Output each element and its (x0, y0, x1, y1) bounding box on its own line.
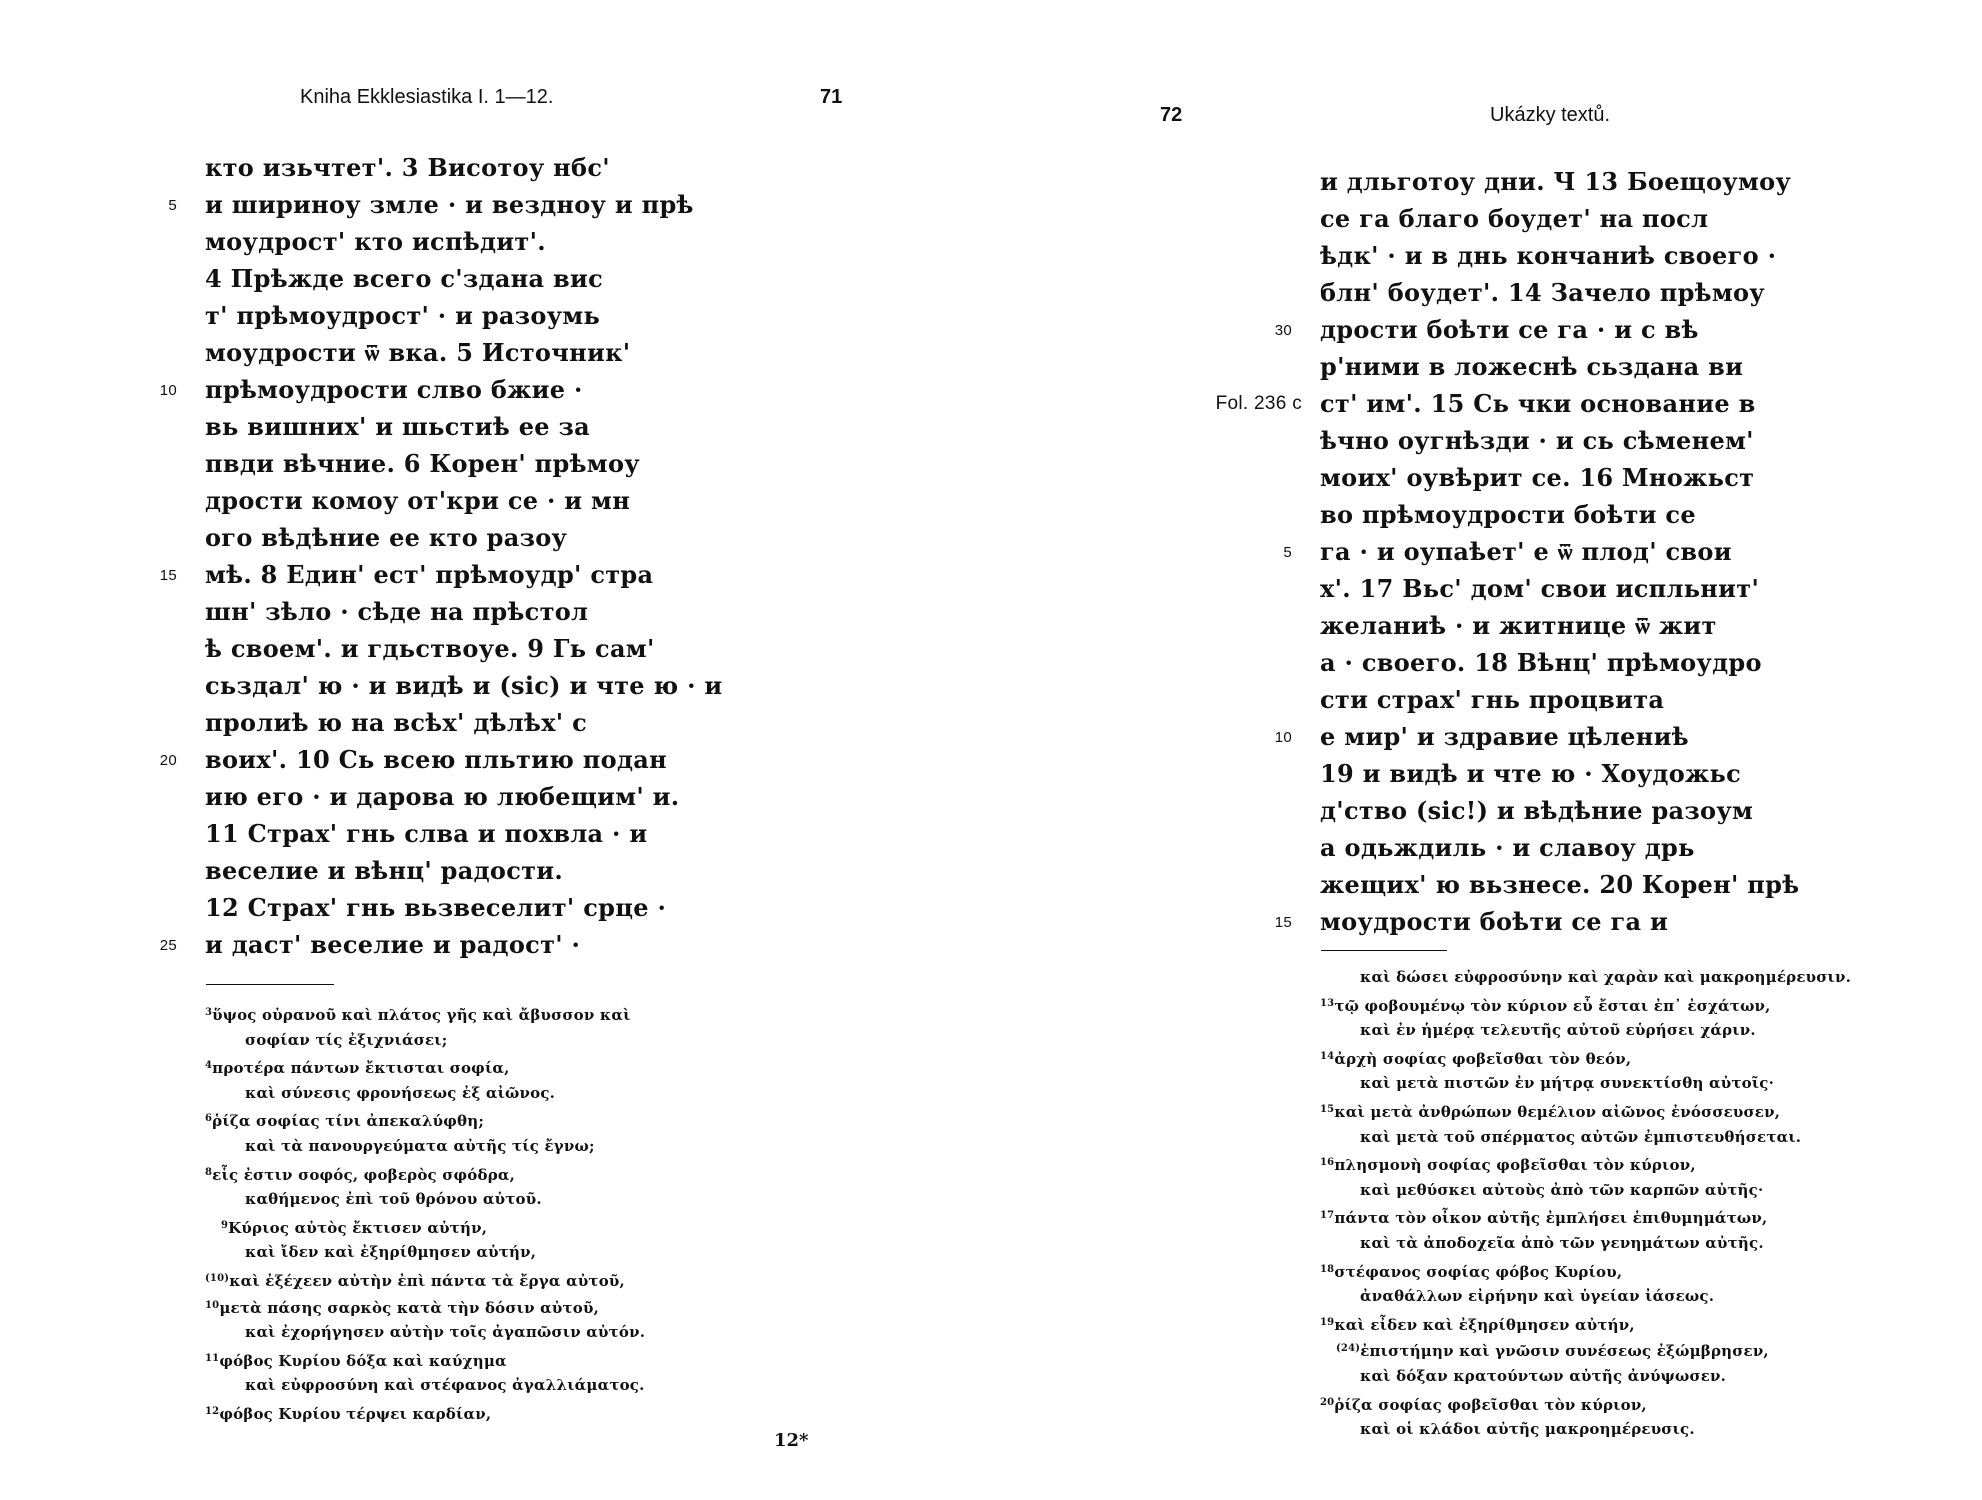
line-number: 30 (1274, 322, 1292, 339)
note-text: καὶ δώσει εὐφροσύνην καὶ χαρὰν καὶ μακροημέρευσιν. (1360, 968, 1851, 986)
line-text: желаниѣ · и житнице ѿ жит (1320, 611, 1717, 640)
note-line (1320, 1124, 1880, 1151)
text-line (1320, 607, 1880, 644)
verse-marker: 8 (205, 1166, 213, 1178)
line-text: х'. 17 Вьс' дом' свои испльнит' (1320, 574, 1760, 603)
line-text: моудрости боѣти се га и (1320, 907, 1669, 936)
text-line (1283, 533, 1880, 570)
text-line (205, 778, 765, 815)
line-text: 4 Прѣжде всего с'здана вис (205, 264, 604, 293)
note-text: ὕψος οὐρανοῦ καὶ πλάτος γῆς καὶ ἄβυσσον καὶ (212, 1006, 631, 1024)
note-line (1320, 1363, 1880, 1390)
text-line (205, 223, 765, 260)
note-text: πλησμονὴ σοφίας φοβεῖσθαι τὸν κύριον, (1334, 1156, 1696, 1175)
note-line (1320, 1390, 1880, 1417)
note-text: καὶ μετὰ ἀνθρώπων θεμέλιον αἰῶνος ἐνόσσευσεν, (1334, 1102, 1781, 1121)
line-text: и шириноу змле · и вездноу и прѣ (205, 190, 694, 219)
verse-marker: 6 (205, 1113, 213, 1125)
line-text: дрости боѣти се га · и с вѣ (1320, 315, 1699, 344)
main-text (159, 149, 765, 963)
line-text: а · своего. 18 Вѣнц' прѣмоудро (1320, 648, 1762, 677)
text-line (1320, 237, 1880, 274)
main-text (1215, 163, 1880, 940)
text-line (159, 556, 765, 593)
line-text: кто изьчтет'. 3 Висотоу нбс' (205, 153, 610, 182)
verse-marker: (24) (1336, 1343, 1361, 1355)
note-line (205, 1080, 765, 1107)
note-text: καὶ μετὰ πιστῶν ἐν μήτρᾳ συνεκτίσθη αὐτοῖς· (1360, 1074, 1775, 1093)
text-line (1320, 866, 1880, 903)
note-text: προτέρα πάντων ἔκτισται σοφία, (212, 1059, 510, 1078)
verse-marker: 10 (205, 1299, 220, 1311)
line-number: 15 (159, 567, 177, 584)
text-line (205, 704, 765, 741)
line-text: пролиѣ ю на всѣх' дѣлѣх' с (205, 708, 588, 737)
note-text: καὶ τὰ ἀποδοχεῖα ἀπὸ τῶν γενημάτων αὐτῆς. (1360, 1233, 1764, 1252)
note-line (1320, 1070, 1880, 1097)
text-line (205, 260, 765, 297)
line-text: д'ство (sic!) и вѣдѣние разоум (1320, 796, 1754, 825)
text-line (205, 408, 765, 445)
note-text: καὶ εἶδεν καὶ ἐξηρίθμησεν αὐτήν, (1334, 1315, 1635, 1334)
line-text: во прѣмоудрости боѣти се (1320, 500, 1696, 529)
text-line (1320, 792, 1880, 829)
line-text: а одьждиль · и славоу дрь (1320, 833, 1695, 862)
line-text: моих' оувѣрит се. 16 Множьст (1320, 463, 1755, 492)
note-line (205, 1399, 765, 1426)
text-line (1320, 200, 1880, 237)
text-line (159, 926, 765, 963)
text-line (205, 667, 765, 704)
verse-marker: 18 (1320, 1263, 1335, 1275)
line-number: 20 (159, 752, 177, 769)
text-line (1320, 755, 1880, 792)
note-line (205, 1133, 765, 1160)
note-text: στέφανος σοφίας φόβος Κυρίου, (1334, 1262, 1623, 1281)
line-text: ого вѣдѣние ее кто разоу (205, 523, 568, 552)
text-line (205, 815, 765, 852)
note-line (205, 1000, 765, 1027)
note-line (205, 1319, 765, 1346)
note-text: φόβος Κυρίου τέρψει καρδίαν, (219, 1404, 492, 1423)
text-line (205, 482, 765, 519)
line-number: 10 (159, 382, 177, 399)
verse-marker: 14 (1320, 1050, 1335, 1062)
line-text: моудрост' кто испѣдит'. (205, 227, 546, 256)
verse-marker: 19 (1320, 1316, 1335, 1328)
note-line (1320, 1257, 1880, 1284)
footnote-rule (1321, 950, 1447, 951)
verse-marker: 15 (1320, 1103, 1335, 1115)
note-line (205, 1372, 765, 1399)
line-text: т' прѣмоудрост' · и разоумь (205, 301, 601, 330)
note-line (1320, 964, 1880, 991)
note-line (1320, 1283, 1880, 1310)
note-text: καὶ τὰ πανουργεύματα αὐτῆς τίς ἔγνω; (245, 1136, 595, 1155)
note-line (1320, 991, 1880, 1018)
note-text: καὶ σύνεσις φρονήσεως ἐξ αἰῶνος. (245, 1083, 556, 1102)
note-line (205, 1160, 765, 1187)
text-line (1320, 681, 1880, 718)
text-line (205, 334, 765, 371)
note-line (205, 1346, 765, 1373)
note-line (205, 1239, 765, 1266)
text-line (1320, 163, 1880, 200)
line-text: пвди вѣчние. 6 Корен' прѣмоу (205, 449, 640, 478)
line-text: и дльготоу дни. Ч 13 Боещоумоу (1320, 167, 1792, 196)
line-text: р'ними в ложеснѣ сьздана ви (1320, 352, 1744, 381)
note-text: καὶ μετὰ τοῦ σπέρματος αὐτῶν ἐμπιστευθήσεται. (1360, 1127, 1802, 1146)
text-line (205, 889, 765, 926)
note-text: ῥίζα σοφίας τίνι ἀπεκαλύφθη; (212, 1112, 485, 1131)
text-line (205, 149, 765, 186)
note-line (1320, 1017, 1880, 1044)
line-text: мѣ. 8 Един' ест' прѣмоудр' стра (205, 560, 654, 589)
text-line (1274, 718, 1880, 755)
footnote-rule (206, 984, 334, 985)
note-text: σοφίαν τίς ἐξιχνιάσει; (245, 1030, 448, 1049)
text-line (168, 186, 765, 223)
verse-marker: 9 (221, 1219, 229, 1231)
line-text: сти страх' гнь процвита (1320, 685, 1665, 714)
running-title: Kniha Ekklesiastika I. 1—12. (300, 86, 554, 108)
line-number: 10 (1274, 729, 1292, 746)
note-text: ἀναθάλλων εἰρήνην καὶ ὑγείαν ἰάσεως. (1360, 1287, 1715, 1306)
note-text: καὶ ἴδεν καὶ ἐξηρίθμησεν αὐτήν, (245, 1243, 537, 1262)
line-text: га · и оупаѣет' е ѿ плод' свои (1320, 537, 1732, 566)
line-number: 5 (1283, 544, 1292, 561)
text-line (1320, 348, 1880, 385)
greek-notes (205, 1000, 765, 1426)
text-line (159, 741, 765, 778)
right-page (990, 0, 1982, 1500)
text-line (159, 371, 765, 408)
note-text: καὶ οἱ κλάδοι αὐτῆς μακροημέρευσις. (1360, 1420, 1695, 1439)
verse-marker: 11 (205, 1352, 220, 1364)
line-text: прѣмоудрости слво бжие · (205, 375, 583, 404)
text-line (205, 593, 765, 630)
verse-marker: 16 (1320, 1157, 1335, 1169)
note-line (1320, 1310, 1880, 1337)
page-number: 71 (820, 86, 843, 108)
note-line (1320, 1177, 1880, 1204)
note-text: πάντα τὸν οἶκον αὐτῆς ἐμπλήσει ἐπιθυμημάτων, (1334, 1209, 1768, 1228)
text-line (1320, 274, 1880, 311)
line-number: 25 (159, 937, 177, 954)
line-text: моудрости ѿ вка. 5 Источник' (205, 338, 631, 367)
note-text: εἷς ἐστιν σοφός, φοβερὸς σφόδρα, (212, 1165, 516, 1184)
line-text: блн' боудет'. 14 Зачело прѣмоу (1320, 278, 1765, 307)
note-text: ἀρχὴ σοφίας φοβεῖσθαι τὸν θεόν, (1334, 1049, 1632, 1068)
line-text: 12 Страх' гнь вьзвеселит' срце · (205, 893, 667, 922)
note-text: καθήμενος ἐπὶ τοῦ θρόνου αὐτοῦ. (245, 1190, 542, 1209)
text-line (1274, 903, 1880, 940)
note-text: Κύριος αὐτὸς ἔκτισεν αὐτήν, (228, 1218, 488, 1237)
verse-marker: 13 (1320, 997, 1335, 1009)
note-line (205, 1027, 765, 1054)
note-line (1320, 1336, 1880, 1363)
text-line (205, 297, 765, 334)
note-line (1320, 1097, 1880, 1124)
left-page (0, 0, 990, 1500)
note-line (205, 1213, 765, 1240)
line-text: дрости комоу от'кри се · и мн (205, 486, 631, 515)
note-text: καὶ ἐχορήγησεν αὐτὴν τοῖς ἀγαπῶσιν αὐτόν. (245, 1323, 646, 1342)
line-text: е мир' и здравие цѣлениѣ (1320, 722, 1689, 751)
note-line (205, 1266, 765, 1293)
line-text: ѣ своем'. и гдьствоуе. 9 Гь сам' (205, 634, 655, 663)
note-line (1320, 1203, 1880, 1230)
text-line (1320, 459, 1880, 496)
running-title: Ukázky textů. (1490, 104, 1611, 126)
verse-marker: 4 (205, 1060, 213, 1072)
text-line (1320, 829, 1880, 866)
note-line (205, 1293, 765, 1320)
text-line (205, 445, 765, 482)
line-text: ѣдк' · и в днь кончаниѣ своего · (1320, 241, 1777, 270)
note-text: μετὰ πάσης σαρκὸς κατὰ τὴν δόσιν αὐτοῦ, (219, 1298, 600, 1317)
verse-marker: 17 (1320, 1210, 1335, 1222)
note-text: καὶ ἐν ἡμέρᾳ τελευτῆς αὐτοῦ εὑρήσει χάριν. (1360, 1021, 1756, 1040)
line-text: ѣчно оугнѣзди · и сь сѣменем' (1320, 426, 1754, 455)
note-text: ῥίζα σοφίας φοβεῖσθαι τὸν κύριον, (1334, 1395, 1647, 1414)
note-line (1320, 1416, 1880, 1443)
text-line (1320, 644, 1880, 681)
text-line (205, 519, 765, 556)
line-text: ию его · и дарова ю любещим' и. (205, 782, 680, 811)
text-line (205, 852, 765, 889)
greek-notes (1320, 964, 1880, 1443)
note-line (205, 1186, 765, 1213)
verse-marker: 3 (205, 1007, 213, 1018)
verse-marker: 12 (205, 1405, 220, 1417)
signature-mark: 12* (774, 1430, 809, 1451)
line-text: вь вишних' и шьстиѣ ее за (205, 412, 590, 441)
note-line (1320, 1150, 1880, 1177)
line-text: воих'. 10 Сь всею пльтию подан (205, 745, 667, 774)
page-number: 72 (1160, 104, 1183, 126)
line-text: жещих' ю вьзнесе. 20 Корен' прѣ (1320, 870, 1800, 899)
text-line (205, 630, 765, 667)
line-text: шн' зѣло · сѣде на прѣстол (205, 597, 589, 626)
line-text: сьздал' ю · и видѣ и (sic) и чте ю · и (205, 671, 723, 700)
line-text: се га благо боудет' на посл (1320, 204, 1709, 233)
note-text: καὶ ἐξέχεεν αὐτὴν ἐπὶ πάντα τὰ ἔργα αὐτοῦ, (229, 1271, 625, 1290)
note-text: τῷ φοβουμένῳ τὸν κύριον εὖ ἔσται ἐπ᾽ ἐσχάτων, (1334, 996, 1771, 1015)
note-text: καὶ μεθύσκει αὐτοὺς ἀπὸ τῶν καρπῶν αὐτῆς· (1360, 1180, 1764, 1199)
text-line (1215, 385, 1880, 422)
note-line (1320, 1044, 1880, 1071)
line-text: ст' им'. 15 Сь чки основание в (1320, 389, 1756, 418)
line-number: 5 (168, 197, 177, 214)
verse-marker: 20 (1320, 1396, 1335, 1408)
line-text: веселие и вѣнц' радости. (205, 856, 564, 885)
line-text: 19 и видѣ и чте ю · Хоудожьс (1320, 759, 1742, 788)
line-text: и даст' веселие и радост' · (205, 930, 581, 959)
folio-marginal-note: Fol. 236 c (1215, 393, 1302, 414)
line-number: 15 (1274, 914, 1292, 931)
note-text: καὶ δόξαν κρατούντων αὐτῆς ἀνύψωσεν. (1360, 1366, 1727, 1385)
text-line (1320, 422, 1880, 459)
note-line (1320, 1230, 1880, 1257)
verse-marker: (10) (205, 1272, 230, 1284)
note-text: ἐπιστήμην καὶ γνῶσιν συνέσεως ἐξώμβρησεν, (1360, 1342, 1769, 1361)
note-line (205, 1053, 765, 1080)
note-line (205, 1106, 765, 1133)
text-line (1320, 496, 1880, 533)
note-text: καὶ εὐφροσύνη καὶ στέφανος ἀγαλλιάματος. (245, 1376, 645, 1395)
note-text: φόβος Κυρίου δόξα καὶ καύχημα (219, 1351, 507, 1370)
text-line (1274, 311, 1880, 348)
line-text: 11 Страх' гнь слва и похвла · и (205, 819, 648, 848)
text-line (1320, 570, 1880, 607)
